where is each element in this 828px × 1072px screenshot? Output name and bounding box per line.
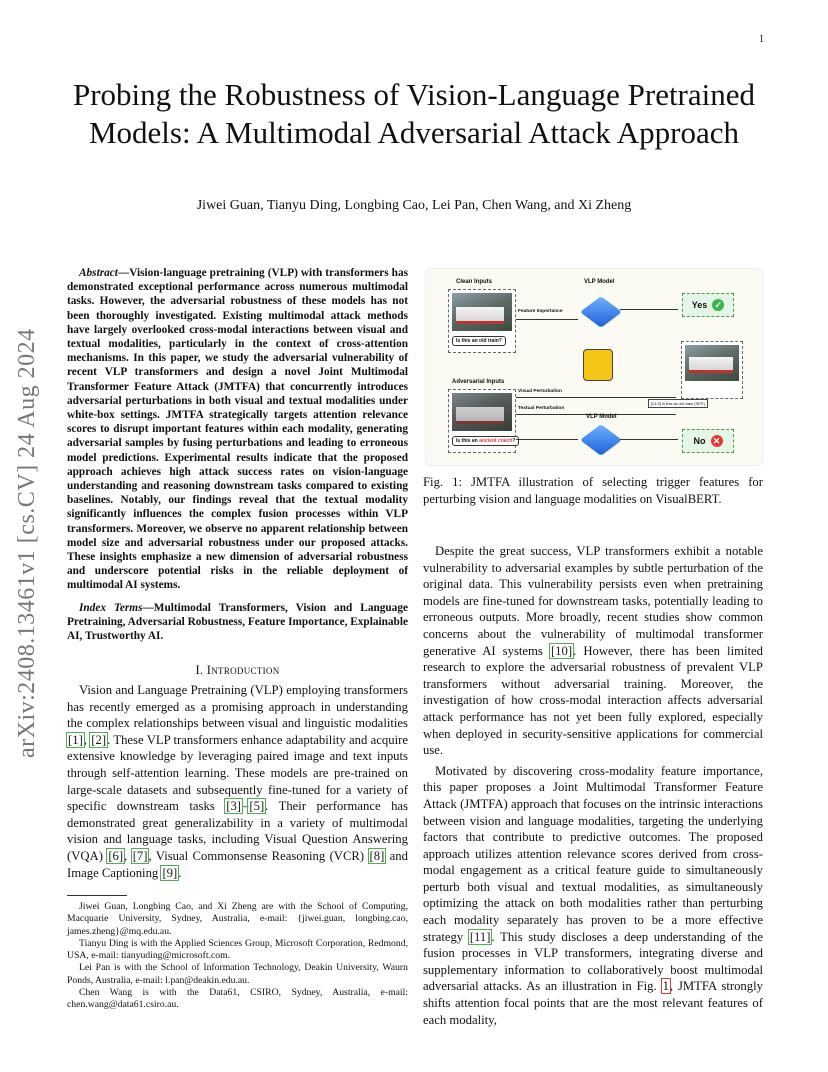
paragraph: Motivated by discovering cross-modality feature importance, this paper proposes a Joint Multimodal Transformer Feature Attack (JMTFA) approach that focuses on the intrinsic interactions between vision and language modalities, targeting the underlying factors that contribute to predictive outcomes. The proposed approach utilizes attention relevance scores derived from cross-modal engagement as a critical feature guide to simultaneously perturb both visual and textual modalities, as simultaneously optimizing the attack on both modalities rather than perturbing each modality separately has proven to be a more effective strategy [11]. This study discloses a deep understanding of the fusion processes in VLP transformers, integrating diverse and supplementary information to collaboratively boost multimodal adversarial attacks. As an illustration in Fig. 1, JMTFA strongly shifts attention focal points that are the most relevant features of each modality, <box>423 763 763 1027</box>
gauge-icon <box>583 349 613 381</box>
train-photo <box>452 293 512 331</box>
feature-importance-label: Feature Importance <box>518 309 563 314</box>
attention-map-panel <box>681 341 743 399</box>
citation-link[interactable]: [6] <box>108 848 124 863</box>
author-list: Jiwei Guan, Tianyu Ding, Longbing Cao, Lei Pan, Chen Wang, and Xi Zheng <box>196 198 632 213</box>
train-shape <box>689 357 733 373</box>
citation-link[interactable]: [11] <box>469 929 491 944</box>
train-shape <box>456 307 504 324</box>
figure-jmtfa <box>425 268 763 466</box>
paper-title: Probing the Robustness of Vision-Language Pretrained Models: A Multimodal Adversarial Attack Approach <box>72 77 756 150</box>
footnote-rule <box>67 895 127 896</box>
arrow-line <box>516 439 578 440</box>
footnote: Lei Pan is with the School of Information Technology, Deakin University, Waurn Ponds, Australia, e-mail: l.pan@deakin.edu.au. <box>67 962 408 986</box>
vlp-model-cube-icon <box>580 296 622 328</box>
adversarial-question: Is this an ancient coach? <box>452 436 519 446</box>
arxiv-stamp <box>14 278 54 758</box>
cross-icon: ✕ <box>711 435 723 447</box>
citation-link[interactable]: [1] <box>68 732 83 747</box>
citation-link[interactable]: [9] <box>162 865 178 880</box>
footnote: Tianyu Ding is with the Applied Sciences Group, Microsoft Corporation, Redmond, USA, e-mail: tianyuding@microsoft.com. <box>67 937 408 962</box>
abstract-text: —Vision-language pretraining (VLP) with transformers has demonstrated exceptional performance across numerous multimodal tasks. However, the adversarial robustness of these models has not been thoroughly investigated. Existing multimodal attack methods have largely overlooked cross-modal interactions between visual and textual modalities, particularly in the context of cross-attention mechanisms. In this paper, we study the adversarial vulnerability of recent VLP transformers and design a novel Joint Multimodal Transformer Feature Attack (JMTFA) that concurrently introduces adversarial perturbations in both visual and textual modalities under white-box settings. JMTFA strategically targets attention relevance scores to disrupt important features within each modality, generating adversarial samples by fusing perturbations and leading to erroneous model predictions. Experimental results indicate that the proposed approach achieves high attack success rates on vision-language understanding and reasoning downstream tasks compared to existing baselines. Notably, our findings reveal that the textual modality significantly influences the complex fusion processes within VLP transformers. Moreover, we observe no apparent relationship between model size and adversarial robustness under our proposed attacks. These insights emphasize a new dimension of adversarial robustness and underscore potential risks in the reliable deployment of multimodal AI systems. <box>67 267 408 592</box>
vlp-model-label: VLP Model <box>584 279 615 285</box>
citation-link[interactable]: [2] <box>91 732 107 747</box>
footnote: Jiwei Guan, Longbing Cao, and Xi Zheng are with the School of Computing, Macquarie University, Sydney, Australia, e-mail: {jiwei.guan, longbing.cao, james.zheng}@mq.edu.au. <box>67 901 408 937</box>
figure-caption: Fig. 1: JMTFA illustration of selecting trigger features for perturbing vision and language modalities on VisualBERT. <box>423 475 763 506</box>
footnote: Chen Wang is with the Data61, CSIRO, Sydney, Australia, e-mail: chen.wang@data61.csiro.au. <box>67 987 408 1011</box>
visual-perturbation-label: Visual Perturbation <box>518 389 562 394</box>
section-heading: I. Introduction <box>195 663 280 677</box>
attention-photo <box>685 345 739 381</box>
adversarial-inputs-label: Adversarial Inputs <box>452 379 505 385</box>
vlp-model-label: VLP Model <box>586 414 617 420</box>
intro-paragraph: Vision and Language Pretraining (VLP) employing transformers has recently emerged as a promising approach in understanding the complex relationships between visual and linguistic modalities [1], [2]. These VLP transformers enhance adaptability and acquire extensive knowledge by leveraging paired image and text inputs through self-attention learning. These models are pre-trained on large-scale datasets and subsequently fine-tuned for a variety of specific downstream tasks [3]–[5]. Their performance has demonstrated great generalizability in a variety of multimodal vision and language tasks, including Visual Question Answering (VQA) [6], [7], Visual Commonsense Reasoning (VCR) [8] and Image Captioning [9]. <box>67 683 408 880</box>
index-terms-label: Index Terms <box>79 602 143 614</box>
train-shape <box>456 407 504 424</box>
answer-yes: Yes <box>691 300 708 310</box>
clean-input-panel <box>448 289 516 353</box>
vlp-model-cube-icon <box>580 424 622 456</box>
clean-question: Is this an old train? <box>452 336 506 346</box>
adv-train-photo <box>452 393 512 431</box>
page-number: 1 <box>759 34 764 45</box>
answer-no-box <box>682 429 734 453</box>
textual-perturbation-label: Textual Perturbation <box>518 406 565 411</box>
arrow-line <box>516 319 578 320</box>
adversarial-input-panel <box>448 389 516 453</box>
paragraph: Despite the great success, VLP transformers exhibit a notable vulnerability to adversarial examples by subtle perturbation of the original data. This vulnerability persists even when pretraining models are fine-tuned for downstream tasks, potentially leading to erroneous outputs. More broadly, recent studies show common concerns about the vulnerability of multimodal transformer generative AI systems [10]. However, there has been limited research to explore the adversarial robustness of prevalent VLP transformers without adversarial training. Moreover, the investigation of how cross-modal interaction affects adversarial attack performance has not yet been fully explored, especially when deployed in security-sensitive applications for commercial use. <box>423 544 764 758</box>
index-terms-text: —Multimodal Transformers, Vision and Language Pretraining, Adversarial Robustness, Feature Importance, Explainable AI, Trustworthy AI. <box>67 602 408 643</box>
arrow-line <box>516 397 676 398</box>
check-icon: ✓ <box>712 299 724 311</box>
answer-no: No <box>693 436 706 446</box>
citation-link[interactable]: [5] <box>249 799 265 814</box>
clean-inputs-label: Clean Inputs <box>456 279 493 285</box>
arrow-line <box>620 439 678 440</box>
abstract-label: Abstract <box>79 267 118 279</box>
index-terms <box>67 601 408 644</box>
figure-link[interactable]: 1 <box>662 979 669 994</box>
citation-link[interactable]: [8] <box>369 848 385 863</box>
citation-link[interactable]: [10] <box>550 643 573 658</box>
footnotes <box>67 901 408 1012</box>
right-column-text <box>423 543 763 1028</box>
citation-link[interactable]: [7] <box>132 848 148 863</box>
token-sequence: [CLS] is this an old train [SEP] <box>648 399 708 408</box>
arrow-line <box>620 309 678 310</box>
arxiv-stamp-text: arXiv:2408.13461v1 [cs.CV] 24 Aug 2024 <box>14 328 40 758</box>
abstract <box>67 266 408 593</box>
citation-link[interactable]: [3] <box>226 799 242 814</box>
answer-yes-box <box>682 293 734 317</box>
